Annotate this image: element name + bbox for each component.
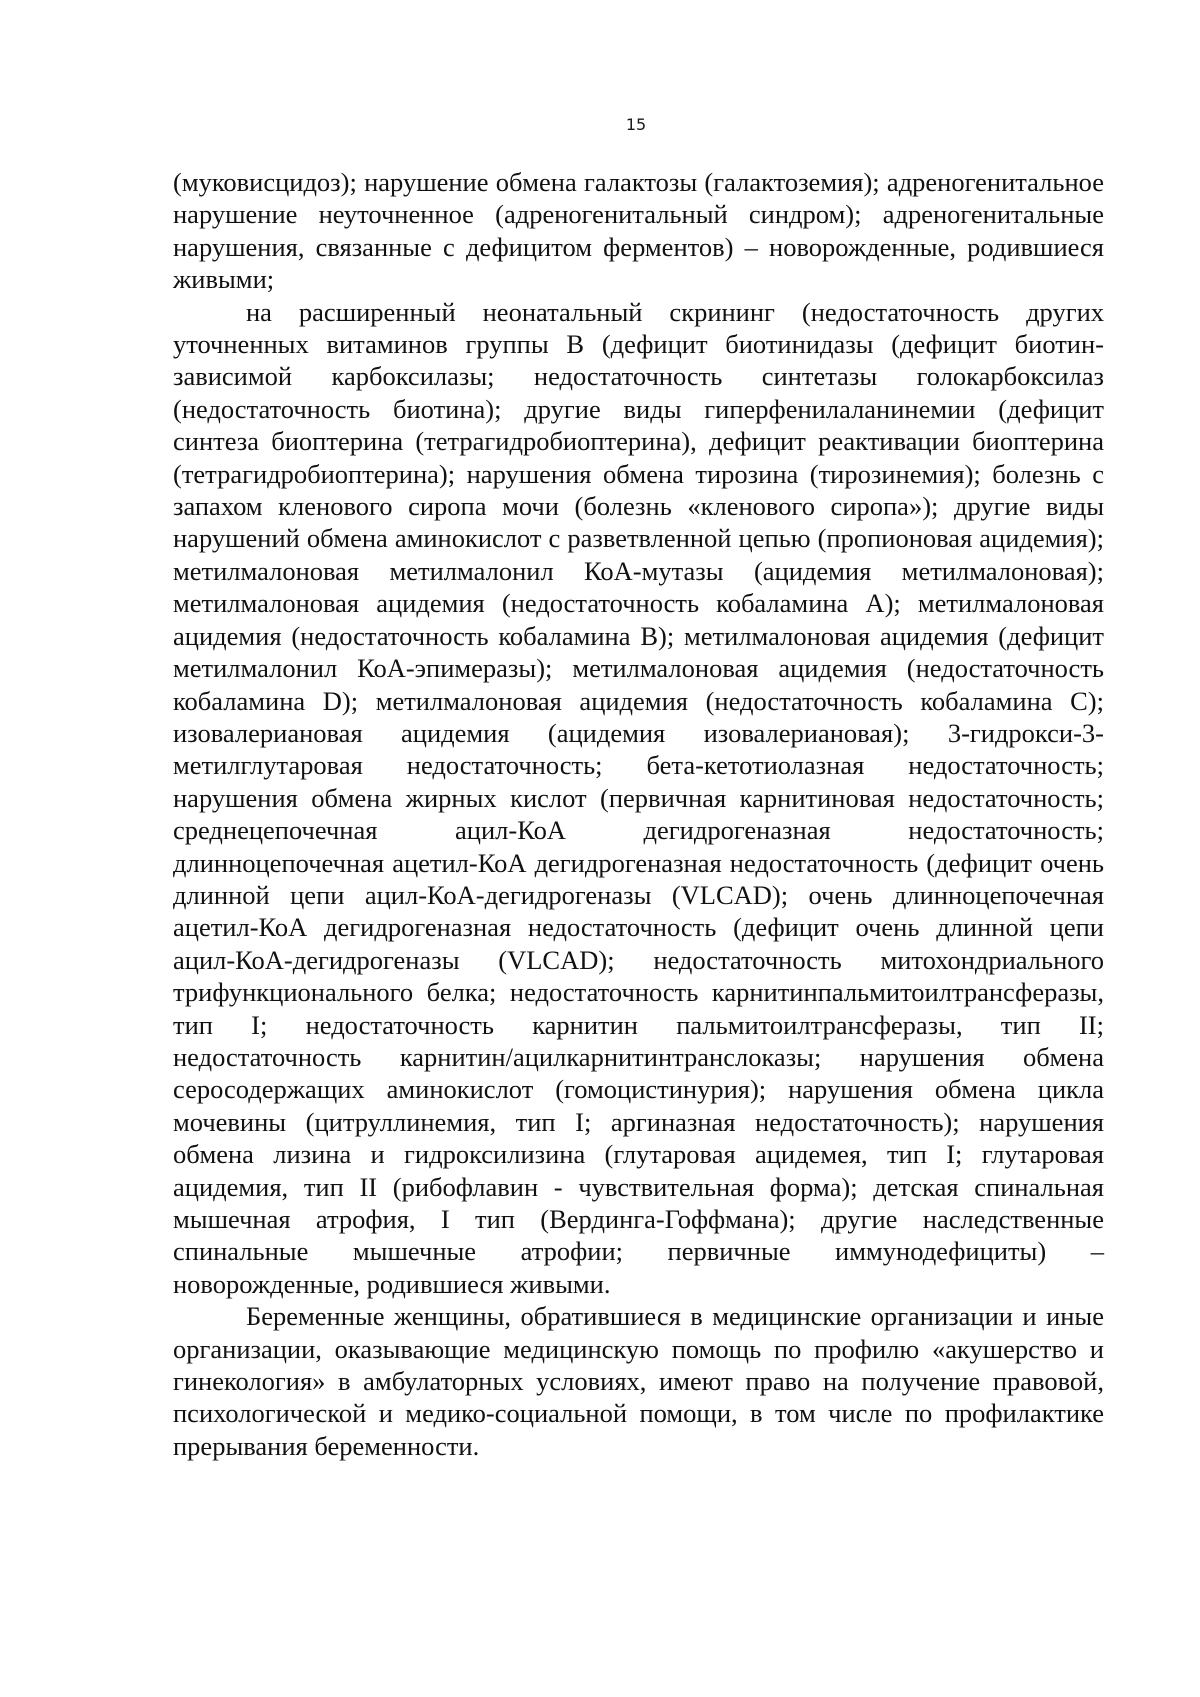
paragraph-continuation: (муковисцидоз); нарушение обмена галактозы (галактоземия); адреногенитальное нарушение неуточненное (адреногенитальный синдром); адреногенитальные нарушения, связанные с дефицитом ферментов) – новорожденные, родившиеся живыми; xyxy=(173,167,1104,295)
paragraph-pregnant-women: Беременные женщины, обратившиеся в медицинские организации и иные организации, оказывающие медицинскую помощь по профилю «акушерство и гинекология» в амбулаторных условиях, имеют право на получение правовой, психологической и медико-социальной помощи, в том числе по профилактике прерывания беременности. xyxy=(173,1301,1104,1461)
paragraph-extended-screening: на расширенный неонатальный скрининг (недостаточность других уточненных витаминов группы B (дефицит биотинидазы (дефицит биотин-зависимой карбоксилазы; недостаточность синтетазы голокарбоксилаз (недостаточность биотина); другие виды гиперфенилаланинемии (дефицит синтеза биоптерина (тетрагидробиоптерина), дефицит реактивации биоптерина (тетрагидробиоптерина); нарушения обмена тирозина (тирозинемия); болезнь с запахом кленового сиропа мочи (болезнь «кленового сиропа»); другие виды нарушений обмена аминокислот с разветвленной цепью (пропионовая ацидемия); метилмалоновая метилмалонил КоА-мутазы (ацидемия метилмалоновая); метилмалоновая ацидемия (недостаточность кобаламина A); метилмалоновая ацидемия (недостаточность кобаламина B); метилмалоновая ацидемия (дефицит метилмалонил КоА-эпимеразы); метилмалоновая ацидемия (недостаточность кобаламина D); метилмалоновая ацидемия (недостаточность кобаламина C); изовалериановая ацидемия (ацидемия изовалериановая); 3-гидрокси-3-метилглутаровая недостаточность; бета-кетотиолазная недостаточность; нарушения обмена жирных кислот (первичная карнитиновая недостаточность; среднецепочечная ацил-КоА дегидрогеназная недостаточность; длинноцепочечная ацетил-КоА дегидрогеназная недостаточность (дефицит очень длинной цепи ацил-КоА-дегидрогеназы (VLCAD); очень длинноцепочечная ацетил-КоА дегидрогеназная недостаточность (дефицит очень длинной цепи ацил-КоА-дегидрогеназы (VLCAD); недостаточность митохондриального трифункционального белка; недостаточность карнитинпальмитоилтрансферазы, тип I; недостаточность карнитин пальмитоилтрансферазы, тип II; недостаточность карнитин/ацилкарнитинтранслоказы; нарушения обмена серосодержащих аминокислот (гомоцистинурия); нарушения обмена цикла мочевины (цитруллинемия, тип I; аргиназная недостаточность); нарушения обмена лизина и гидроксилизина (глутаровая ацидемея, тип I; глутаровая ацидемия, тип II (рибофлавин - чувствительная форма); детская спинальная мышечная атрофия, I тип (Вердинга-Гоффмана); другие наследственные спинальные мышечные атрофии; первичные иммунодефициты) – новорожденные, родившиеся живыми. xyxy=(173,296,1104,1299)
document-body xyxy=(173,166,1104,1462)
page-number: 15 xyxy=(625,115,647,134)
